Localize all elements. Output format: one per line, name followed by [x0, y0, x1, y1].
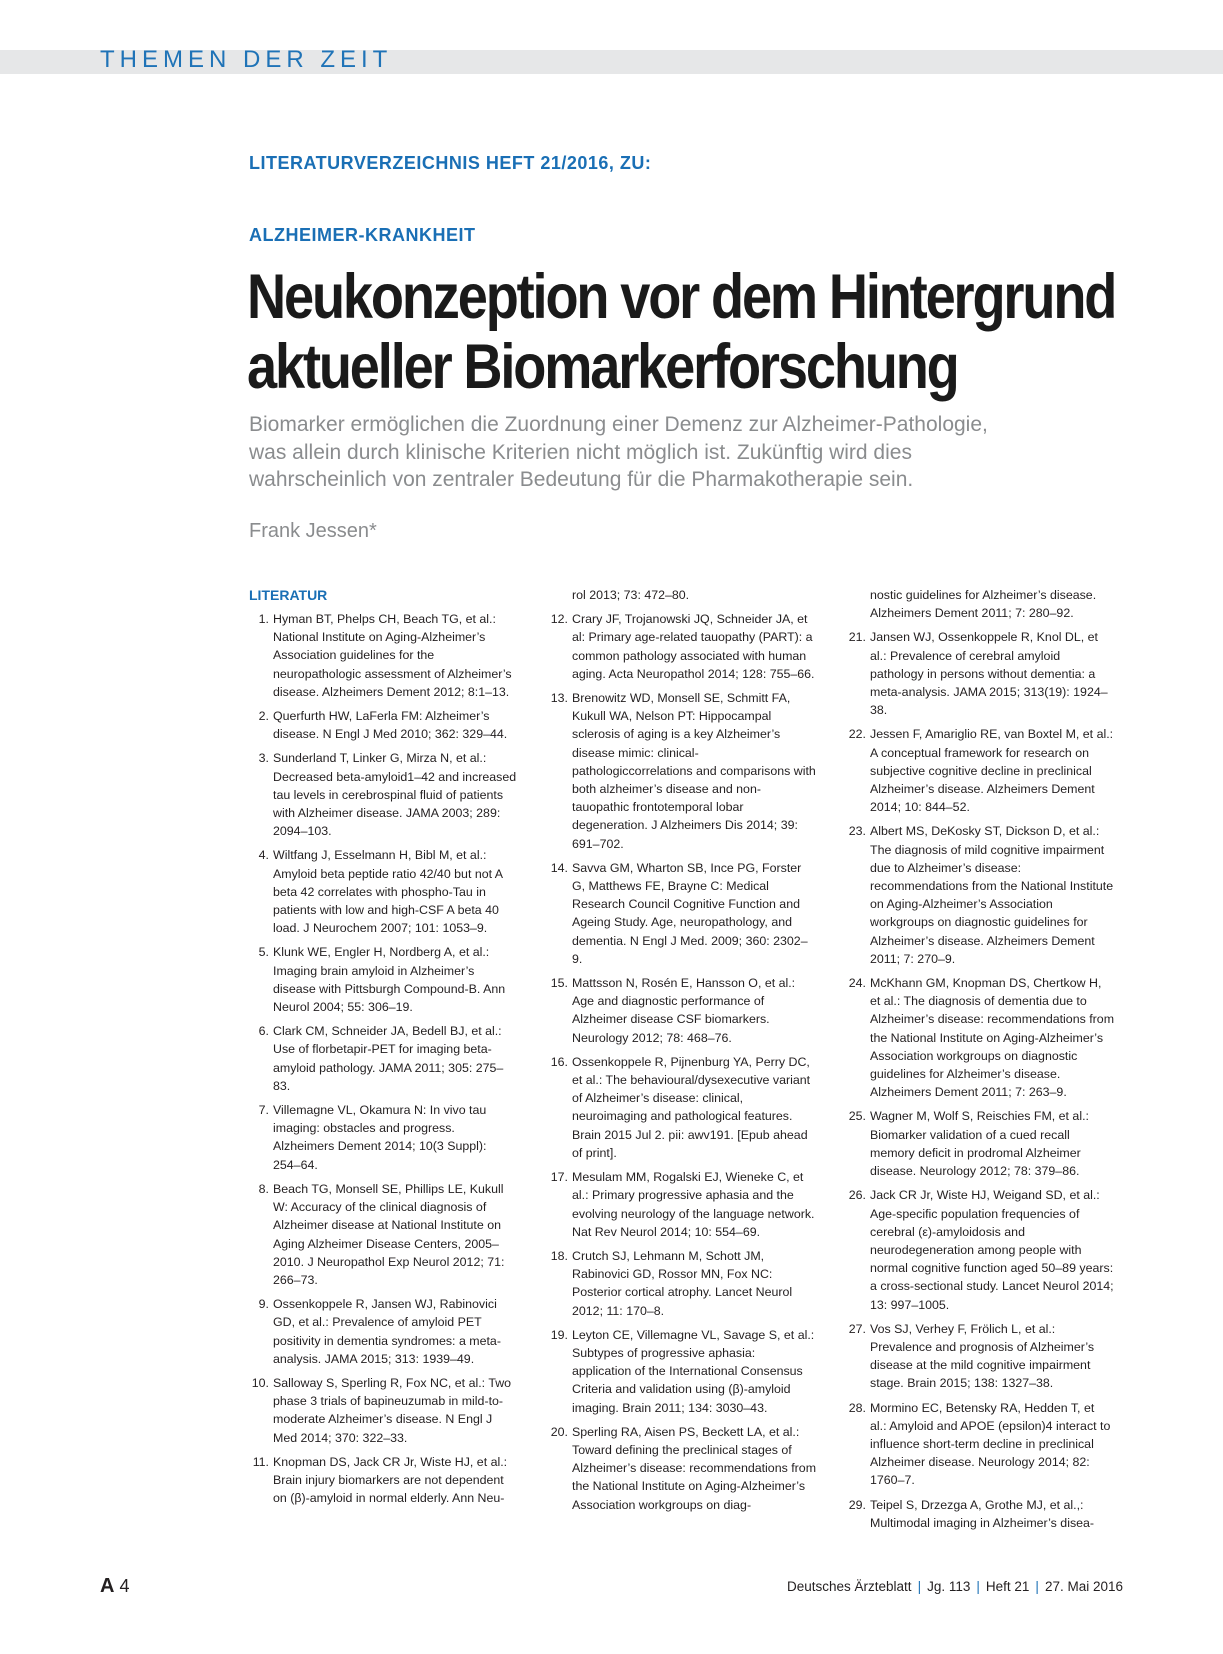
reference-item	[548, 974, 816, 1047]
reference-item	[249, 707, 517, 743]
reference-text: Beach TG, Monsell SE, Phillips LE, Kukull W: Accuracy of the clinical diagnosis of Alzheimer disease at National Institute on Aging Alzheimer Disease Centers, 2005–2010. J Neuropathol Exp Neurol 2012; 71: 266–73.	[273, 1181, 505, 1287]
reference-text: Ossenkoppele R, Jansen WJ, Rabinovici GD, et al.: Prevalence of amyloid PET positivity in dementia syndromes: a meta-analysis. JAMA 2015; 313: 1939–49.	[273, 1297, 501, 1366]
reference-text: Clark CM, Schneider JA, Bedell BJ, et al.: Use of florbetapir-PET for imaging beta-amyloid pathology. JAMA 2011; 305: 275–83.	[273, 1024, 504, 1093]
lead-line: wahrscheinlich von zentraler Bedeutung für die Pharmakotherapie sein.	[249, 468, 914, 491]
reference-number: 19.	[550, 1327, 568, 1342]
reference-text: Vos SJ, Verhey F, Frölich L, et al.: Prevalence and prognosis of Alzheimer’s disease at the mild cognitive impairment stage. Brain 2015; 138: 1327–38.	[870, 1321, 1095, 1391]
reference-text: Jessen F, Amariglio RE, van Boxtel M, et al.: A conceptual framework for research on subjective cognitive decline in preclinical Alzheimer’s disease. Alzheimers Dement 2014; 10: 844–52.	[870, 727, 1114, 815]
reference-number: 10.	[251, 1375, 269, 1390]
reference-item	[548, 1423, 816, 1514]
reference-number: 2.	[258, 709, 269, 724]
reference-text: Savva GM, Wharton SB, Ince PG, Forster G, Matthews FE, Brayne C: Medical Research Council Cognitive Function and Ageing Study. Age, neuropathology, and dementia. N Engl J Med. 2009; 360: 2302–9.	[572, 860, 808, 966]
reference-text: Crutch SJ, Lehmann M, Schott JM, Rabinovici GD, Rossor MN, Fox NC: Posterior cortical atrophy. Lancet Neurol 2012; 11: 170–8.	[572, 1248, 793, 1318]
reference-number: 29.	[848, 1497, 866, 1512]
reference-text: Jansen WJ, Ossenkoppele R, Knol DL, et al.: Prevalence of cerebral amyloid pathology in persons without dementia: a meta-analysis. JAMA 2015; 313(19): 1924–38.	[870, 630, 1108, 718]
reference-number: 22.	[848, 727, 866, 742]
reference-text: Leyton CE, Villemagne VL, Savage S, et al.: Subtypes of progressive aphasia: application of the International Consensus Criteria and validation using (β)-amyloid imaging. Brain 2011; 134: 3030–43.	[572, 1327, 815, 1415]
reference-item	[548, 859, 816, 968]
reference-item	[249, 1374, 517, 1447]
reference-text: McKhann GM, Knopman DS, Chertkow H, et al.: The diagnosis of dementia due to Alzheimer’s disease: recommendations from the National Institute on Aging-Alzheimer’s Association workgroups on diagnostic guidelines for Alzheimer’s disease. Alzheimers Dement 2011; 7: 263–9.	[870, 976, 1115, 1100]
reference-item	[846, 1496, 1114, 1532]
reference-item	[249, 1295, 517, 1368]
reference-number: 15.	[550, 976, 568, 991]
reference-text: Mormino EC, Betensky RA, Hedden T, et al.: Amyloid and APOE (epsilon)4 interact to influence short-term decline in preclinical Alzheimer disease. Neurology 2014; 82: 1760–7.	[870, 1400, 1111, 1488]
reference-continuation: rol 2013; 73: 472–80.	[572, 588, 690, 602]
lead-line: Biomarker ermöglichen die Zuordnung einer Demenz zur Alzheimer-Pathologie,	[249, 413, 988, 436]
literature-heading: LITERATUR	[249, 587, 328, 603]
journal-issue: Heft 21	[985, 1579, 1030, 1594]
reference-item	[548, 1168, 816, 1241]
reference-text: Ossenkoppele R, Pijnenburg YA, Perry DC, et al.: The behavioural/dysexecutive variant of Alzheimer’s disease: clinical, neuroimaging and pathological features. Brain 2015 Jul 2. pii: awv191. [Epub ahead of print].	[572, 1054, 811, 1160]
reference-item	[548, 610, 816, 683]
page-letter: A	[100, 1575, 115, 1597]
reference-number: 14.	[550, 860, 568, 875]
reference-number: 23.	[848, 824, 866, 839]
reference-number: 12.	[550, 612, 568, 627]
separator: |	[917, 1579, 922, 1594]
reference-number: 20.	[550, 1424, 568, 1439]
reference-text: Sperling RA, Aisen PS, Beckett LA, et al.: Toward defining the preclinical stages of Alzheimer’s disease: recommendations from the National Institute on Aging-Alzheimer’s Association workgroups on diag-	[572, 1424, 817, 1512]
reference-text: Jack CR Jr, Wiste HJ, Weigand SD, et al.: Age-specific population frequencies of cerebral (ε)-amyloidosis and neurodegeneration among people with normal cognitive function aged 50–89 years: a cross-sectional study. Lancet Neurol 2014; 13: 997–1005.	[870, 1188, 1114, 1312]
reference-text: Brenowitz WD, Monsell SE, Schmitt FA, Kukull WA, Nelson PT: Hippocampal sclerosis of aging is a key Alzheimer’s disease mimic: clinical-pathologiccorrelations and comparisons with both alzheimer’s disease and non-tauopathic frontotemporal lobar degeneration. J Alzheimers Dis 2014; 39: 691–702.	[572, 691, 816, 851]
section-label: THEMEN DER ZEIT	[100, 46, 393, 73]
reference-text: Knopman DS, Jack CR Jr, Wiste HJ, et al.: Brain injury biomarkers are not dependent on (β)-amyloid in normal elderly. Ann Neu-	[273, 1454, 508, 1506]
reference-text: Mattsson N, Rosén E, Hansson O, et al.: Age and diagnostic performance of Alzheimer disease CSF biomarkers. Neurology 2012; 78: 468–76.	[572, 976, 796, 1045]
reference-text: Wagner M, Wolf S, Reischies FM, et al.: Biomarker validation of a cued recall memory deficit in prodromal Alzheimer disease. Neurology 2012; 78: 379–86.	[870, 1109, 1089, 1179]
reference-item	[548, 1053, 816, 1162]
reference-number: 9.	[258, 1297, 269, 1312]
reference-text: Hyman BT, Phelps CH, Beach TG, et al.: National Institute on Aging-Alzheimer’s Association guidelines for the neuropathologic assessment of Alzheimer’s disease. Alzheimers Dement 2012; 8:1–13.	[273, 612, 512, 699]
kicker-topic: ALZHEIMER-KRANKHEIT	[249, 225, 476, 245]
page-number	[100, 1575, 129, 1597]
reference-text: Albert MS, DeKosky ST, Dickson D, et al.: The diagnosis of mild cognitive impairment due to Alzheimer’s disease: recommendations from the National Institute on Aging-Alzheimer’s Association workgroups on diagnostic guidelines for Alzheimer’s disease. Alzheimers Dement 2011; 7: 270–9.	[870, 824, 1114, 966]
reference-text: Klunk WE, Engler H, Nordberg A, et al.: Imaging brain amyloid in Alzheimer’s disease with Pittsburgh Compound-B. Ann Neurol 2004; 55: 306–19.	[273, 945, 506, 1015]
reference-item	[846, 974, 1114, 1101]
journal-date: 27. Mai 2016	[1044, 1579, 1123, 1594]
reference-number: 18.	[550, 1248, 568, 1263]
reference-item	[249, 943, 517, 1016]
reference-number: 27.	[848, 1321, 866, 1336]
reference-item	[249, 610, 517, 701]
reference-number: 4.	[258, 848, 269, 863]
kicker-literature: LITERATURVERZEICHNIS HEFT 21/2016, ZU:	[249, 153, 652, 173]
reference-number: 13.	[550, 691, 568, 706]
reference-column-2	[548, 586, 816, 1520]
reference-number: 17.	[550, 1170, 568, 1185]
reference-item	[249, 1022, 517, 1095]
lead-line: was allein durch klinische Kriterien nicht möglich ist. Zukünftig wird dies	[249, 440, 912, 464]
reference-text: Sunderland T, Linker G, Mirza N, et al.: Decreased beta-amyloid1–42 and increased tau levels in cerebrospinal fluid of patients with Alzheimer disease. JAMA 2003; 289: 2094–103.	[273, 751, 517, 839]
reference-item	[846, 628, 1114, 719]
separator: |	[1035, 1579, 1039, 1594]
reference-number: 6.	[258, 1024, 269, 1039]
reference-number: 1.	[258, 612, 269, 626]
reference-item	[846, 1186, 1114, 1313]
reference-item	[249, 1180, 517, 1289]
page-digit: 4	[119, 1576, 130, 1596]
reference-item	[249, 749, 517, 840]
reference-number: 28.	[848, 1400, 866, 1415]
title-line: aktueller Biomarkerforschung	[247, 332, 958, 402]
reference-text: Crary JF, Trojanowski JQ, Schneider JA, et al: Primary age-related tauopathy (PART): a common pathology associated with human aging. Acta Neuropathol 2014; 128: 755–66.	[572, 612, 815, 681]
reference-item	[249, 1101, 517, 1174]
reference-item	[548, 1247, 816, 1320]
reference-item	[846, 1107, 1114, 1180]
reference-text: Mesulam MM, Rogalski EJ, Wieneke C, et al.: Primary progressive aphasia and the evolving neurology of the language network. Nat Rev Neurol 2014; 10: 554–69.	[572, 1170, 815, 1239]
reference-item	[249, 846, 517, 937]
reference-number: 3.	[258, 751, 269, 766]
reference-number: 5.	[258, 945, 269, 960]
reference-item	[548, 1326, 816, 1417]
reference-text: Villemagne VL, Okamura N: In vivo tau imaging: obstacles and progress. Alzheimers Dement 2014; 10(3 Suppl): 254–64.	[273, 1103, 487, 1172]
reference-column-3	[846, 586, 1114, 1538]
reference-item	[846, 1399, 1114, 1490]
reference-continuation: nostic guidelines for Alzheimer’s disease. Alzheimers Dement 2011; 7: 280–92.	[870, 588, 1097, 621]
reference-text: Salloway S, Sperling R, Fox NC, et al.: Two phase 3 trials of bapineuzumab in mild-to-moderate Alzheimer’s disease. N Engl J Med 2014; 370: 322–33.	[273, 1375, 512, 1445]
title-line: Neukonzeption vor dem Hintergrund	[247, 262, 1116, 332]
article-title	[247, 262, 1116, 402]
separator: |	[976, 1579, 980, 1594]
reference-column-1	[249, 586, 517, 1513]
reference-number: 24.	[848, 976, 866, 991]
reference-number: 26.	[848, 1188, 866, 1203]
journal-name: Deutsches Ärzteblatt	[787, 1579, 912, 1594]
reference-text: Querfurth HW, LaFerla FM: Alzheimer’s disease. N Engl J Med 2010; 362: 329–44.	[273, 709, 508, 742]
article-lead	[249, 411, 1109, 494]
reference-item	[846, 1320, 1114, 1393]
reference-number: 25.	[848, 1109, 866, 1124]
reference-number: 21.	[848, 630, 866, 645]
reference-item	[249, 1453, 517, 1508]
author: Frank Jessen*	[249, 520, 377, 542]
reference-number: 8.	[258, 1181, 269, 1196]
reference-item	[846, 725, 1114, 816]
reference-text: Teipel S, Drzezga A, Grothe MJ, et al.,: Multimodal imaging in Alzheimer’s disea-	[870, 1497, 1095, 1530]
journal-volume: Jg. 113	[927, 1579, 971, 1594]
reference-text: Wiltfang J, Esselmann H, Bibl M, et al.: Amyloid beta peptide ratio 42/40 but not A beta 42 correlates with phospho-Tau in patients with low and high-CSF A beta 40 load. J Neurochem 2007; 101: 1053–9.	[273, 848, 503, 936]
reference-item	[846, 822, 1114, 968]
journal-footer	[787, 1578, 1123, 1596]
reference-number: 11.	[252, 1454, 269, 1469]
reference-number: 7.	[258, 1103, 269, 1118]
reference-item	[548, 689, 816, 853]
reference-number: 16.	[550, 1054, 568, 1069]
